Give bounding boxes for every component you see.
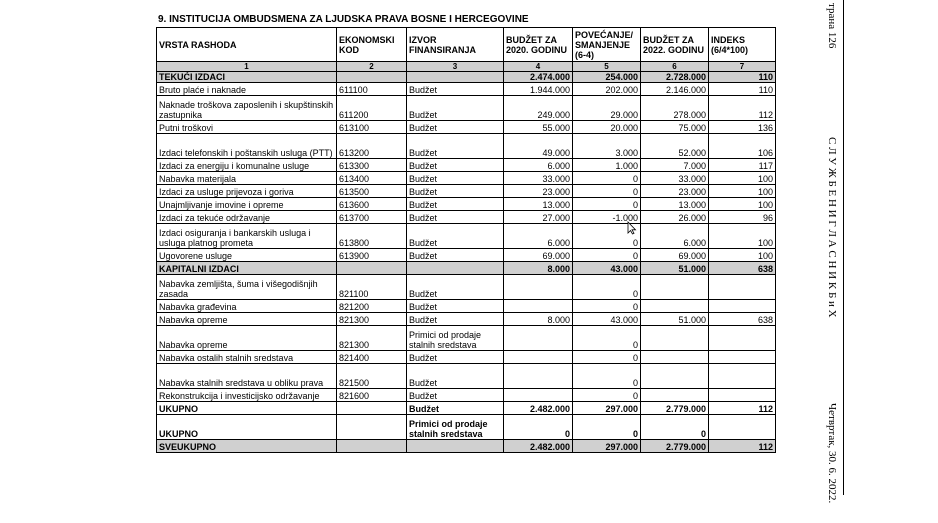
economic-code-cell <box>337 262 407 275</box>
index-cell: 96 <box>709 211 776 224</box>
change-cell: 0 <box>573 185 641 198</box>
economic-code-cell: 821200 <box>337 300 407 313</box>
table-row <box>157 351 776 364</box>
expense-type-cell: Nabavka stalnih sredstava u obliku prava <box>157 364 337 389</box>
issue-date: Четвртак, 30. 6. 2022. <box>826 403 838 504</box>
expense-type-cell: Rekonstrukcija i investicijsko održavanje <box>157 389 337 402</box>
table-row <box>157 249 776 262</box>
index-cell <box>709 389 776 402</box>
budget-2022-cell <box>641 389 709 402</box>
economic-code-cell: 821100 <box>337 275 407 300</box>
index-cell: 100 <box>709 224 776 249</box>
budget-2020-cell: 249.000 <box>504 96 573 121</box>
economic-code-cell: 821500 <box>337 364 407 389</box>
economic-code-cell <box>337 402 407 415</box>
budget-2020-cell: 23.000 <box>504 185 573 198</box>
section-row <box>157 262 776 275</box>
expense-type-cell: UKUPNO <box>157 415 337 440</box>
economic-code-cell: 613300 <box>337 159 407 172</box>
table-row <box>157 313 776 326</box>
budget-2020-cell: 1.944.000 <box>504 83 573 96</box>
funding-source-cell: Budžet <box>407 224 504 249</box>
journal-title: С Л У Ж Б Е Н И Г Л А С Н И К Б и Х <box>826 137 838 318</box>
index-cell: 100 <box>709 198 776 211</box>
change-cell: 29.000 <box>573 96 641 121</box>
change-cell: 202.000 <box>573 83 641 96</box>
funding-source-cell: Budžet <box>407 185 504 198</box>
expense-type-cell: Nabavka opreme <box>157 313 337 326</box>
funding-source-cell <box>407 72 504 83</box>
funding-source-cell: Budžet <box>407 121 504 134</box>
table-row <box>157 185 776 198</box>
economic-code-cell: 613800 <box>337 224 407 249</box>
budget-2020-cell <box>504 351 573 364</box>
expense-type-cell: Izdaci za energiju i komunalne usluge <box>157 159 337 172</box>
budget-2020-cell: 13.000 <box>504 198 573 211</box>
page-edge-line <box>843 0 844 495</box>
index-cell: 106 <box>709 134 776 159</box>
column-number: 7 <box>709 62 776 72</box>
funding-source-cell: Budžet <box>407 351 504 364</box>
economic-code-cell: 613700 <box>337 211 407 224</box>
economic-code-cell: 611200 <box>337 96 407 121</box>
budget-2022-cell: 7.000 <box>641 159 709 172</box>
change-cell: -1.000 <box>573 211 641 224</box>
funding-source-cell: Budžet <box>407 83 504 96</box>
column-number: 1 <box>157 62 337 72</box>
index-cell: 117 <box>709 159 776 172</box>
table-row <box>157 134 776 159</box>
table-row <box>157 159 776 172</box>
change-cell: 1.000 <box>573 159 641 172</box>
page-number-label: трана 126 <box>826 3 838 49</box>
funding-source-cell: Budžet <box>407 249 504 262</box>
budget-2022-cell: 51.000 <box>641 313 709 326</box>
budget-2022-cell: 52.000 <box>641 134 709 159</box>
expense-type-cell: Izdaci za tekuće održavanje <box>157 211 337 224</box>
change-cell: 297.000 <box>573 440 641 453</box>
table-row <box>157 121 776 134</box>
table-row <box>157 83 776 96</box>
change-cell: 43.000 <box>573 313 641 326</box>
funding-source-cell: Budžet <box>407 198 504 211</box>
change-cell: 0 <box>573 224 641 249</box>
index-cell: 112 <box>709 402 776 415</box>
expense-type-cell: Naknade troškova zaposlenih i skupštinskih zastupnika <box>157 96 337 121</box>
budget-2020-cell: 8.000 <box>504 262 573 275</box>
budget-2020-cell: 8.000 <box>504 313 573 326</box>
change-cell: 20.000 <box>573 121 641 134</box>
column-number: 2 <box>337 62 407 72</box>
index-cell: 136 <box>709 121 776 134</box>
column-header: POVEĆANJE/ SMANJENJE (6-4) <box>573 28 641 62</box>
budget-2022-cell: 2.728.000 <box>641 72 709 83</box>
budget-2020-cell: 0 <box>504 415 573 440</box>
expense-type-cell: Nabavka materijala <box>157 172 337 185</box>
column-header: IZVOR FINANSIRANJA <box>407 28 504 62</box>
change-cell: 0 <box>573 415 641 440</box>
change-cell: 3.000 <box>573 134 641 159</box>
change-cell: 43.000 <box>573 262 641 275</box>
index-cell <box>709 275 776 300</box>
column-number-row <box>157 62 776 72</box>
economic-code-cell: 613200 <box>337 134 407 159</box>
economic-code-cell: 613900 <box>337 249 407 262</box>
table-row <box>157 172 776 185</box>
total-row <box>157 415 776 440</box>
budget-2022-cell: 278.000 <box>641 96 709 121</box>
budget-2020-cell: 6.000 <box>504 159 573 172</box>
expense-type-cell: Bruto plaće i naknade <box>157 83 337 96</box>
expense-type-cell: Nabavka građevina <box>157 300 337 313</box>
expense-type-cell: SVEUKUPNO <box>157 440 337 453</box>
budget-2020-cell: 2.482.000 <box>504 402 573 415</box>
index-cell <box>709 415 776 440</box>
budget-2022-cell <box>641 300 709 313</box>
table-row <box>157 300 776 313</box>
table-row <box>157 389 776 402</box>
economic-code-cell <box>337 440 407 453</box>
column-header: BUDŽET ZA 2022. GODINU <box>641 28 709 62</box>
change-cell: 0 <box>573 300 641 313</box>
budget-2020-cell: 6.000 <box>504 224 573 249</box>
economic-code-cell: 611100 <box>337 83 407 96</box>
change-cell: 0 <box>573 198 641 211</box>
expense-type-cell: UKUPNO <box>157 402 337 415</box>
column-header: INDEKS (6/4*100) <box>709 28 776 62</box>
index-cell <box>709 300 776 313</box>
funding-source-cell: Budžet <box>407 134 504 159</box>
budget-2020-cell: 2.474.000 <box>504 72 573 83</box>
budget-2022-cell: 0 <box>641 415 709 440</box>
expense-type-cell: KAPITALNI IZDACI <box>157 262 337 275</box>
header-row <box>157 28 776 62</box>
budget-2022-cell: 51.000 <box>641 262 709 275</box>
expense-type-cell: TEKUĆI IZDACI <box>157 72 337 83</box>
expense-type-cell: Putni troškovi <box>157 121 337 134</box>
expense-type-cell: Nabavka ostalih stalnih sredstava <box>157 351 337 364</box>
economic-code-cell <box>337 72 407 83</box>
index-cell: 100 <box>709 185 776 198</box>
budget-2020-cell <box>504 300 573 313</box>
budget-2022-cell: 6.000 <box>641 224 709 249</box>
budget-2020-cell: 2.482.000 <box>504 440 573 453</box>
budget-2020-cell: 55.000 <box>504 121 573 134</box>
column-header: VRSTA RASHODA <box>157 28 337 62</box>
index-cell <box>709 326 776 351</box>
budget-2020-cell <box>504 275 573 300</box>
budget-2022-cell: 75.000 <box>641 121 709 134</box>
budget-table <box>156 27 776 453</box>
expense-type-cell: Izdaci za usluge prijevoza i goriva <box>157 185 337 198</box>
economic-code-cell: 613100 <box>337 121 407 134</box>
table-row <box>157 96 776 121</box>
index-cell: 112 <box>709 96 776 121</box>
change-cell: 0 <box>573 275 641 300</box>
budget-2022-cell: 69.000 <box>641 249 709 262</box>
mouse-cursor-icon <box>627 221 637 235</box>
economic-code-cell: 821600 <box>337 389 407 402</box>
funding-source-cell: Budžet <box>407 275 504 300</box>
economic-code-cell: 821300 <box>337 313 407 326</box>
table-row <box>157 224 776 249</box>
budget-2020-cell <box>504 389 573 402</box>
economic-code-cell: 613400 <box>337 172 407 185</box>
budget-2022-cell: 2.779.000 <box>641 440 709 453</box>
change-cell: 254.000 <box>573 72 641 83</box>
index-cell: 110 <box>709 72 776 83</box>
funding-source-cell: Budžet <box>407 364 504 389</box>
change-cell: 0 <box>573 326 641 351</box>
change-cell: 0 <box>573 389 641 402</box>
column-number: 6 <box>641 62 709 72</box>
expense-type-cell: Ugovorene usluge <box>157 249 337 262</box>
expense-type-cell: Izdaci telefonskih i poštanskih usluga (PTT) <box>157 134 337 159</box>
table-row <box>157 326 776 351</box>
index-cell: 638 <box>709 313 776 326</box>
expense-type-cell: Nabavka zemljišta, šuma i višegodišnjih zasada <box>157 275 337 300</box>
column-number: 4 <box>504 62 573 72</box>
table-row <box>157 211 776 224</box>
change-cell: 297.000 <box>573 402 641 415</box>
table-row <box>157 275 776 300</box>
budget-2020-cell: 27.000 <box>504 211 573 224</box>
index-cell: 110 <box>709 83 776 96</box>
change-cell: 0 <box>573 249 641 262</box>
funding-source-cell <box>407 262 504 275</box>
index-cell: 112 <box>709 440 776 453</box>
funding-source-cell: Budžet <box>407 389 504 402</box>
column-header: BUDŽET ZA 2020. GODINU <box>504 28 573 62</box>
economic-code-cell: 613500 <box>337 185 407 198</box>
funding-source-cell: Budžet <box>407 159 504 172</box>
budget-2022-cell: 23.000 <box>641 185 709 198</box>
budget-2022-cell <box>641 326 709 351</box>
budget-2022-cell: 13.000 <box>641 198 709 211</box>
change-cell: 0 <box>573 351 641 364</box>
column-number: 3 <box>407 62 504 72</box>
budget-2020-cell: 69.000 <box>504 249 573 262</box>
index-cell: 638 <box>709 262 776 275</box>
budget-2022-cell: 33.000 <box>641 172 709 185</box>
funding-source-cell: Primici od prodaje stalnih sredstava <box>407 326 504 351</box>
funding-source-cell <box>407 440 504 453</box>
budget-2022-cell <box>641 351 709 364</box>
index-cell <box>709 364 776 389</box>
budget-2022-cell <box>641 275 709 300</box>
index-cell <box>709 351 776 364</box>
column-header: EKONOMSKI KOD <box>337 28 407 62</box>
column-number: 5 <box>573 62 641 72</box>
table-row <box>157 198 776 211</box>
index-cell: 100 <box>709 172 776 185</box>
funding-source-cell: Budžet <box>407 402 504 415</box>
section-row <box>157 72 776 83</box>
budget-2022-cell: 2.779.000 <box>641 402 709 415</box>
expense-type-cell: Izdaci osiguranja i bankarskih usluga i usluga platnog prometa <box>157 224 337 249</box>
economic-code-cell: 821300 <box>337 326 407 351</box>
expense-type-cell: Nabavka opreme <box>157 326 337 351</box>
budget-2020-cell: 33.000 <box>504 172 573 185</box>
section-row <box>157 440 776 453</box>
funding-source-cell: Budžet <box>407 96 504 121</box>
budget-2022-cell: 26.000 <box>641 211 709 224</box>
budget-2020-cell <box>504 326 573 351</box>
budget-2022-cell: 2.146.000 <box>641 83 709 96</box>
budget-2020-cell: 49.000 <box>504 134 573 159</box>
funding-source-cell: Budžet <box>407 313 504 326</box>
economic-code-cell: 613600 <box>337 198 407 211</box>
total-row <box>157 402 776 415</box>
expense-type-cell: Unajmljivanje imovine i opreme <box>157 198 337 211</box>
index-cell: 100 <box>709 249 776 262</box>
table-row <box>157 364 776 389</box>
economic-code-cell: 821400 <box>337 351 407 364</box>
budget-2020-cell <box>504 364 573 389</box>
funding-source-cell: Budžet <box>407 300 504 313</box>
economic-code-cell <box>337 415 407 440</box>
funding-source-cell: Budžet <box>407 211 504 224</box>
change-cell: 0 <box>573 172 641 185</box>
change-cell: 0 <box>573 364 641 389</box>
budget-2022-cell <box>641 364 709 389</box>
funding-source-cell: Primici od prodaje stalnih sredstava <box>407 415 504 440</box>
funding-source-cell: Budžet <box>407 172 504 185</box>
page-heading: 9. INSTITUCIJA OMBUDSMENA ZA LJUDSKA PRAVA BOSNE I HERCEGOVINE <box>158 14 529 25</box>
